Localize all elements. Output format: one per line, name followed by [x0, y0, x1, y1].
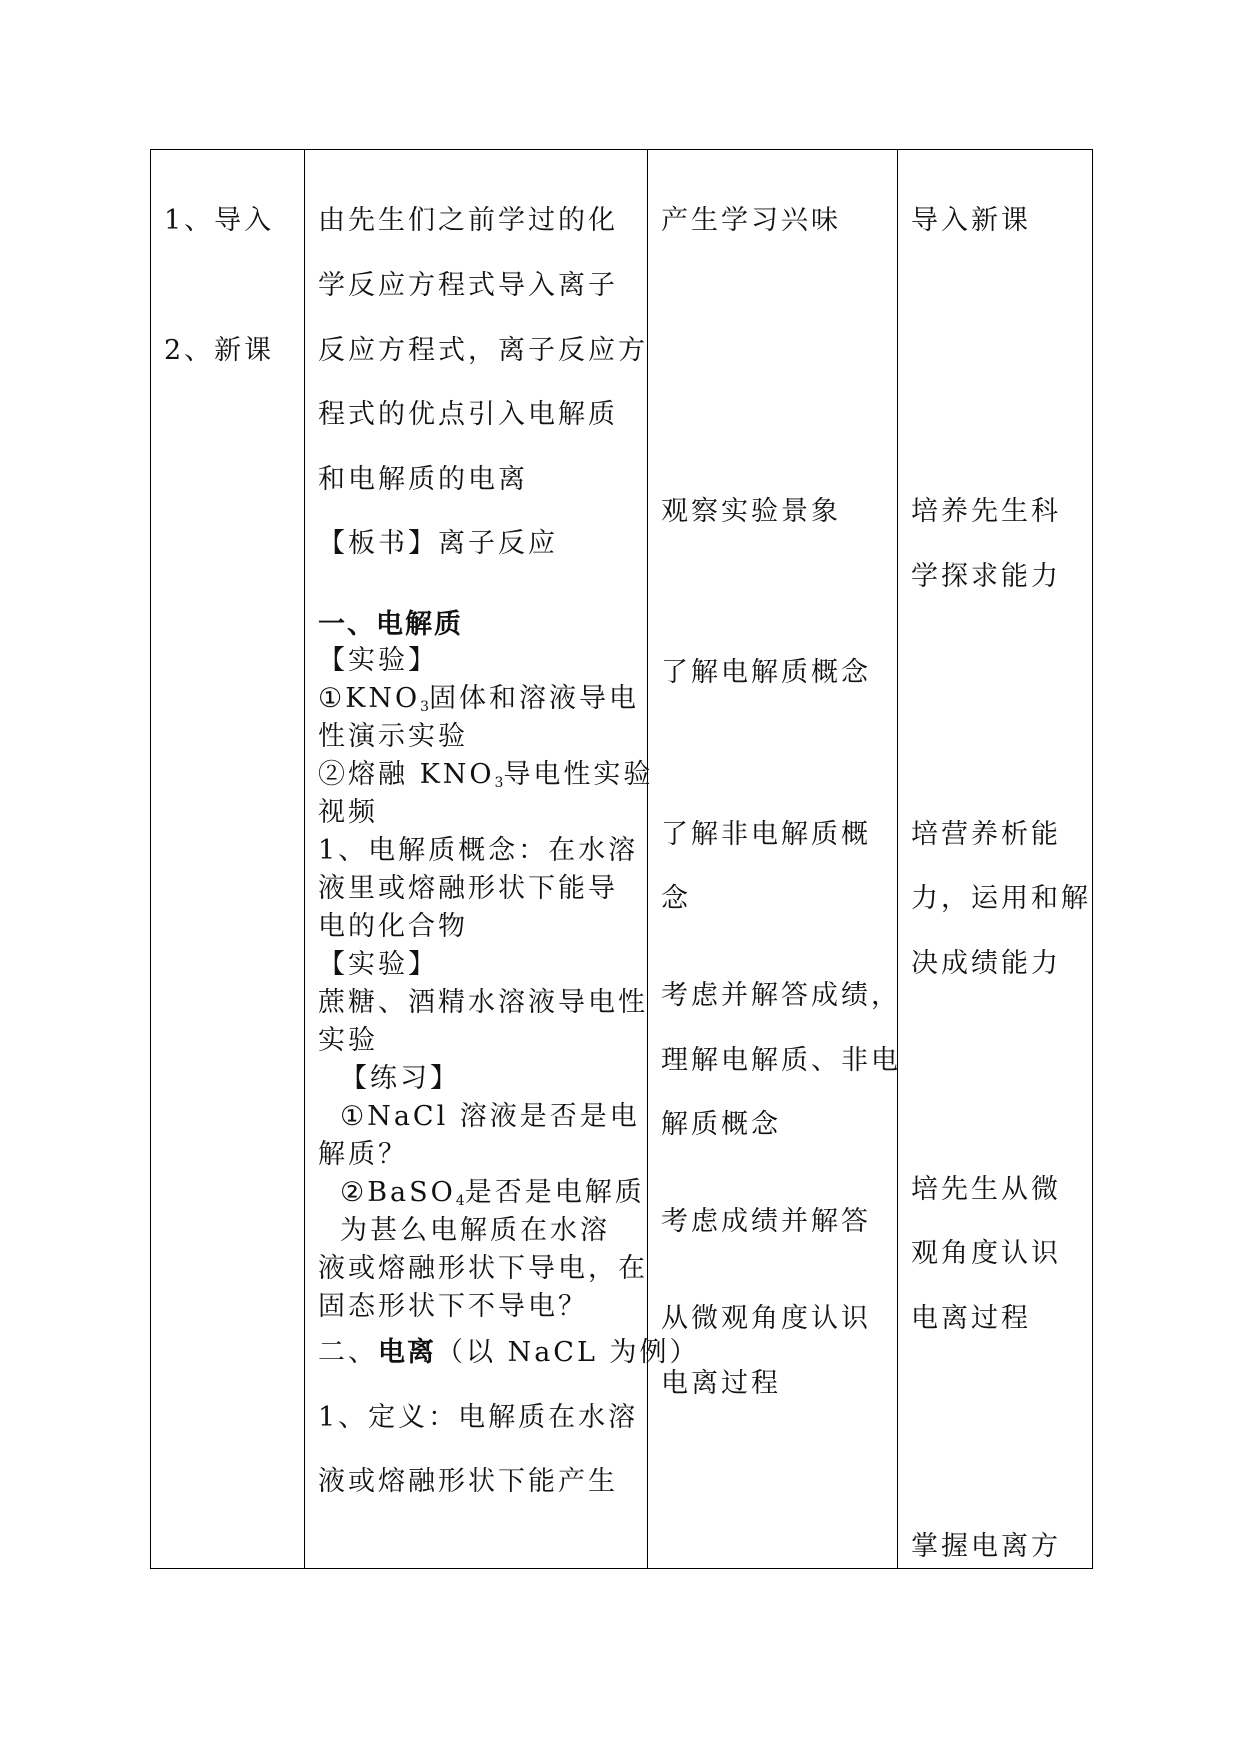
student-activity: 产生学习兴味 — [661, 205, 841, 236]
design-intent: 学探求能力 — [911, 561, 1061, 592]
intro-line: 反应方程式，离子反应方 — [318, 335, 648, 366]
practice-question: ②BaSO$_4$是否是电解质 — [340, 1177, 645, 1209]
student-activity: 观察实验景象 — [661, 496, 841, 527]
experiment-item: $①KNO_3$固体和溶液导电 — [318, 683, 640, 715]
stage-column — [151, 150, 304, 1568]
practice-label: 【练习】 — [340, 1063, 460, 1094]
student-activity: 解质概念 — [661, 1109, 781, 1140]
practice-question: 解质？ — [318, 1139, 408, 1170]
intro-line: 由先生们之前学过的化 — [318, 205, 618, 236]
definition-line: 液或熔融形状下能产生 — [318, 1466, 618, 1497]
stage-new-lesson: 2、新课 — [164, 335, 275, 366]
intro-line: 学反应方程式导入离子 — [318, 270, 618, 301]
question-line: 液或熔融形状下导电，在 — [318, 1253, 648, 1284]
student-activity: 了解电解质概念 — [661, 657, 871, 688]
design-intent: 培先生从微 — [911, 1174, 1061, 1205]
design-intent: 导入新课 — [911, 205, 1031, 236]
section-heading: 二、电离（以 NaCL 为例） — [318, 1337, 700, 1368]
experiment-text: 蔗糖、酒精水溶液导电性 — [318, 987, 648, 1018]
experiment-item: ②熔融 $KNO_3$导电性实验 — [318, 759, 654, 791]
student-activity: 从微观角度认识 — [661, 1303, 871, 1334]
experiment-item-cont: 性演示实验 — [318, 721, 468, 752]
section-heading: 一、电解质 — [318, 609, 463, 640]
student-activity: 念 — [661, 883, 691, 914]
board-note: 【板书】离子反应 — [318, 528, 558, 559]
experiment-text: 实验 — [318, 1025, 378, 1056]
stage-intro: 1、导入 — [164, 205, 275, 236]
question-line: 为甚么电解质在水溶 — [340, 1215, 610, 1246]
design-intent-column — [897, 150, 1094, 1568]
teacher-activity-column — [304, 150, 700, 1568]
intro-line: 和电解质的电离 — [318, 464, 528, 495]
student-activity: 了解非电解质概 — [661, 819, 871, 850]
design-intent: 掌握电离方 — [911, 1531, 1061, 1562]
design-intent: 决成绩能力 — [911, 948, 1061, 979]
concept-line: 1、电解质概念：在水溶 — [318, 835, 639, 866]
lesson-plan-table — [150, 149, 1093, 1569]
concept-line: 电的化合物 — [318, 911, 468, 942]
student-activity: 考虑并解答成绩， — [661, 980, 901, 1011]
student-activity: 考虑成绩并解答 — [661, 1206, 871, 1237]
experiment-item-cont: 视频 — [318, 797, 378, 828]
definition-line: 1、定义：电解质在水溶 — [318, 1402, 639, 1433]
practice-question: ①NaCl 溶液是否是电 — [340, 1101, 640, 1132]
design-intent: 培养先生科 — [911, 496, 1061, 527]
student-activity: 理解电解质、非电 — [661, 1045, 901, 1076]
experiment-label: 【实验】 — [318, 645, 438, 676]
intro-line: 程式的优点引入电解质 — [318, 399, 618, 430]
question-line: 固态形状下不导电？ — [318, 1291, 588, 1322]
student-activity-column — [647, 150, 901, 1568]
student-activity: 电离过程 — [661, 1368, 781, 1399]
design-intent: 培营养析能 — [911, 819, 1061, 850]
concept-line: 液里或熔融形状下能导 — [318, 873, 618, 904]
experiment-label: 【实验】 — [318, 949, 438, 980]
design-intent: 电离过程 — [911, 1303, 1031, 1334]
design-intent: 力，运用和解 — [911, 883, 1091, 914]
design-intent: 观角度认识 — [911, 1238, 1061, 1269]
